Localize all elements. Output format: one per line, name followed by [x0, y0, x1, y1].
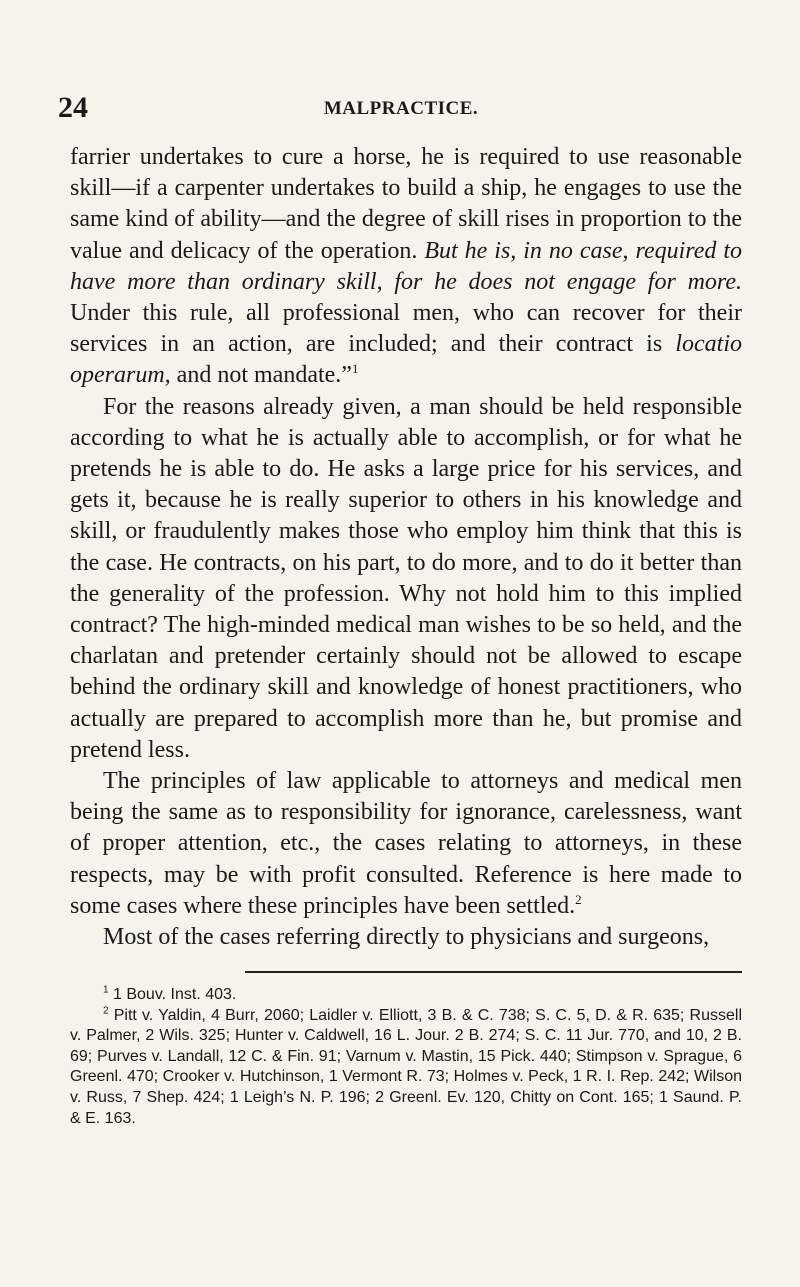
text-run: Under this rule, all professional men, who can recover for their services in an action, are included; and their contract is — [70, 300, 742, 358]
footnote-text: 1 Bouv. Inst. 403. — [108, 986, 237, 1003]
page-number: 24 — [58, 91, 88, 124]
paragraph-continuation — [70, 142, 742, 392]
paragraph: For the reasons already given, a man should be held responsible according to what he is actually able to accomplish, or for what he pretends he is able to do. He asks a large price for his services, and gets it, because he is really superior to others in his knowledge and skill, or fraudulently makes those who employ him think that this is the case. He contracts, on his part, to do more, and to do it better than the generality of the profession. Why not hold him to this implied contract? The high-minded medical man wishes to be so held, and the charlatan and pretender certainly should not be allowed to escape behind the ordinary skill and knowledge of honest practitioners, who actually are prepared to accomplish more than he, but promise and pretend less. — [70, 393, 742, 763]
footnote-number: 1 — [103, 984, 109, 996]
footnote-rule — [245, 971, 742, 973]
paragraph: Most of the cases referring directly to physicians and surgeons, — [103, 924, 710, 951]
page-header — [58, 88, 744, 128]
running-head: MALPRACTICE. — [323, 98, 479, 119]
footnote-marker: 2 — [575, 891, 582, 907]
text-run: farrier undertakes to cure a horse, he is required to use reasonable skill—if a carpenter undertakes to build a ship, he engages to use the same kind of ability—and the degree of skill rises in proportion to the value and delicacy of the operation. — [70, 144, 742, 264]
text-run: The principles of law applicable to attorneys and medical men being the same as to responsibility for ignorance, carelessness, want of proper attention, etc., the cases relating to attorneys, in these respects, may be with profit consulted. Reference is here made to some cases where these principles have been settled. — [70, 768, 742, 919]
footnote-number: 2 — [103, 1005, 109, 1017]
italic-text-run: locatio operarum, — [70, 331, 742, 389]
body-text — [70, 142, 742, 953]
footnote-marker: 1 — [351, 361, 359, 377]
text-run: and not mandate.” — [170, 362, 352, 389]
footnote — [70, 985, 742, 1006]
footnotes — [70, 985, 742, 1129]
footnote — [70, 1006, 742, 1130]
footnote-text: Pitt v. Yaldin, 4 Burr, 2060; Laidler v. Elliott, 3 B. & C. 738; S. C. 5, D. & R. 635; Russell v. Palmer, 2 Wils. 325; Hunter v. Caldwell, 16 L. Jour. 2 B. 274; S. C. 11 Jur. 770, and 10, 2 B. 69; Purves v. Landall, 12 C. & Fin. 91; Varnum v. Mastin, 15 Pick. 440; Stimpson v. Sprague, 6 Greenl. 470; Crooker v. Hutchinson, 1 Vermont R. 73; Holmes v. Peck, 1 R. I. Rep. 242; Wilson v. Russ, 7 Shep. 424; 1 Leigh’s N. P. 196; 2 Greenl. Ev. 120, Chitty on Cont. 165; 1 Saund. P. & E. 163. — [70, 1006, 742, 1127]
italic-text-run: But he is, in no case, required to have more than ordinary skill, for he does not engage for more. — [70, 237, 743, 295]
paragraph — [70, 766, 742, 922]
